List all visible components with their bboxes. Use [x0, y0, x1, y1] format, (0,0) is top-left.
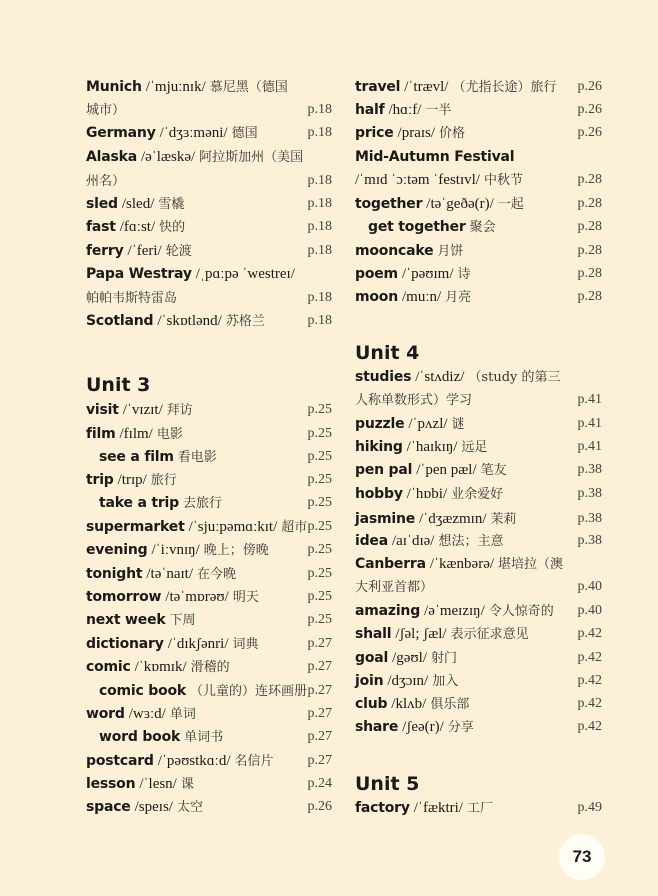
glossary-entry [355, 508, 602, 530]
entry-chinese: 聚会 [469, 220, 496, 235]
entry-phonetic: /fɑːst/ [119, 219, 156, 235]
entry-chinese: 轮渡 [165, 244, 192, 259]
entry-word: studies [355, 369, 412, 385]
entry-chinese: 滑稽的 [190, 660, 230, 675]
glossary-entry [355, 576, 602, 598]
entry-chinese: 太空 [176, 800, 203, 815]
entry-word: tonight [86, 566, 143, 582]
entry-phonetic: /ˈkɒmɪk/ [134, 659, 187, 675]
entry-chinese: 俱乐部 [430, 697, 470, 712]
entry-phonetic: /ˈpəʊɪm/ [401, 266, 454, 282]
entry-phonetic: /ˈhaɪkɪŋ/ [406, 439, 458, 455]
entry-word: share [355, 719, 399, 735]
entry-word: half [355, 102, 385, 118]
glossary-entry [86, 146, 332, 168]
glossary-entry [355, 647, 602, 669]
entry-phonetic: /ˈmjuːnɪk/ [145, 79, 206, 95]
entry-chinese: 一半 [425, 103, 452, 118]
entry-page-ref: p.26 [577, 102, 602, 117]
glossary-entry [355, 797, 602, 819]
entry-word: Mid-Autumn Festival [355, 149, 515, 165]
entry-chinese: 超市 [281, 520, 308, 535]
entry-chinese: 加入 [432, 674, 459, 689]
entry-phonetic: /ˈpen pæl/ [416, 462, 477, 478]
entry-page-ref: p.41 [577, 392, 602, 407]
entry-chinese: 下周 [169, 613, 196, 628]
entry-word: mooncake [355, 243, 434, 259]
glossary-entry [355, 670, 602, 692]
entry-chinese: 词典 [232, 637, 259, 652]
entry-page-ref: p.18 [307, 290, 332, 305]
entry-chinese: 月饼 [437, 244, 464, 259]
entry-chinese: 表示征求意见 [450, 627, 529, 642]
glossary-entry [86, 310, 332, 332]
entry-chinese: 单词 [169, 707, 196, 722]
entry-phonetic: /ˈpʌzl/ [408, 416, 448, 432]
glossary-entry [86, 633, 332, 655]
entry-chinese: 帕帕韦斯特雷岛 [86, 291, 178, 306]
entry-page-ref: p.25 [307, 589, 332, 604]
entry-page-ref: p.25 [307, 519, 332, 534]
glossary-entry [355, 483, 602, 505]
entry-word: word book [99, 729, 181, 745]
entry-page-ref: p.26 [577, 125, 602, 140]
entry-page-ref: p.27 [307, 659, 332, 674]
entry-phonetic: /speɪs/ [134, 799, 173, 815]
entry-phonetic: /muːn/ [402, 289, 442, 305]
entry-chinese: 业余爱好 [451, 487, 504, 502]
entry-word: film [86, 426, 116, 442]
entry-phonetic: /dʒɔɪn/ [387, 673, 429, 689]
glossary-entry [355, 600, 602, 622]
entry-phonetic: /ˈfæktri/ [413, 800, 463, 816]
entry-page-ref: p.28 [577, 289, 602, 304]
entry-chinese: 明天 [232, 590, 259, 605]
entry-word: see a film [99, 449, 174, 465]
entry-chinese: 堪培拉（澳 [498, 557, 564, 572]
entry-chinese: 诗 [457, 267, 471, 282]
entry-page-ref: p.27 [307, 636, 332, 651]
unit-heading: Unit 4 [355, 342, 420, 364]
entry-page-ref: p.42 [577, 626, 602, 641]
entry-phonetic: /ˈvɪzɪt/ [122, 402, 163, 418]
entry-word: supermarket [86, 519, 185, 535]
glossary-entry [355, 169, 602, 191]
entry-page-ref: p.42 [577, 673, 602, 688]
entry-word: Alaska [86, 149, 137, 165]
glossary-entry [86, 773, 332, 795]
entry-word: pen pal [355, 462, 413, 478]
glossary-entry [86, 399, 332, 421]
entry-chinese: 看电影 [177, 450, 217, 465]
entry-phonetic: /sled/ [121, 196, 155, 212]
glossary-entry [355, 146, 602, 168]
entry-phonetic: /ʃeə(r)/ [402, 719, 444, 735]
entry-chinese: （study 的第三 [468, 370, 561, 385]
entry-phonetic: /ˈferi/ [127, 243, 162, 259]
entry-word: comic [86, 659, 131, 675]
entry-chinese: 去旅行 [182, 496, 222, 511]
entry-phonetic: /klʌb/ [391, 696, 427, 712]
entry-phonetic: /praɪs/ [397, 125, 436, 141]
glossary-entry [86, 703, 332, 725]
entry-page-ref: p.26 [307, 799, 332, 814]
entry-phonetic: /hɑːf/ [388, 102, 422, 118]
glossary-entry [86, 539, 332, 561]
entry-word: price [355, 125, 394, 141]
entry-page-ref: p.38 [577, 533, 602, 548]
entry-word: Germany [86, 125, 156, 141]
entry-word: moon [355, 289, 398, 305]
entry-chinese: 月亮 [445, 290, 472, 305]
entry-page-ref: p.41 [577, 439, 602, 454]
entry-word: Scotland [86, 313, 154, 329]
entry-page-ref: p.24 [307, 776, 332, 791]
entry-chinese: 中秋节 [483, 173, 523, 188]
glossary-entry [355, 193, 602, 215]
entry-phonetic: /ˈstʌdiz/ [415, 369, 465, 385]
entry-word: shall [355, 626, 392, 642]
entry-chinese: 快的 [159, 220, 186, 235]
entry-chinese: 州名） [86, 174, 126, 189]
unit-heading: Unit 5 [355, 773, 420, 795]
glossary-entry [355, 216, 602, 238]
entry-word: idea [355, 533, 388, 549]
glossary-entry [86, 516, 332, 538]
entry-chinese: 拜访 [166, 403, 193, 418]
entry-phonetic: /ʃəl; ʃæl/ [395, 626, 447, 642]
entry-page-ref: p.42 [577, 696, 602, 711]
entry-phonetic: /fɪlm/ [119, 426, 153, 442]
entry-word: hiking [355, 439, 403, 455]
entry-phonetic: /ˈkænbərə/ [429, 556, 495, 572]
entry-phonetic: /ˈpəʊstkɑːd/ [157, 753, 231, 769]
entry-phonetic: /gəʊl/ [392, 650, 427, 666]
entry-phonetic: /ˈskɒtlənd/ [157, 313, 222, 329]
entry-phonetic: /wɜːd/ [128, 706, 166, 722]
entry-page-ref: p.27 [307, 729, 332, 744]
entry-phonetic: /ˈtrævl/ [404, 79, 449, 95]
entry-word: ferry [86, 243, 124, 259]
entry-chinese: 晚上；傍晚 [203, 543, 269, 558]
glossary-entry [86, 446, 332, 468]
unit-heading: Unit 3 [86, 374, 151, 396]
glossary-entry [86, 796, 332, 818]
entry-page-ref: p.42 [577, 650, 602, 665]
entry-page-ref: p.18 [307, 102, 332, 117]
entry-word: comic book [99, 683, 187, 699]
entry-phonetic: /ˈdɪkʃənri/ [167, 636, 229, 652]
glossary-entry [86, 99, 332, 121]
entry-chinese: 射门 [431, 651, 458, 666]
glossary-entry [86, 170, 332, 192]
entry-page-ref: p.18 [307, 243, 332, 258]
entry-page-ref: p.25 [307, 402, 332, 417]
entry-chinese: 价格 [439, 126, 466, 141]
entry-page-ref: p.28 [577, 243, 602, 258]
entry-word: puzzle [355, 416, 405, 432]
entry-word: postcard [86, 753, 154, 769]
entry-phonetic: /ˈdʒæzmɪn/ [419, 511, 487, 527]
glossary-entry [86, 726, 332, 748]
entry-chinese: 分享 [447, 720, 474, 735]
glossary-entry [86, 263, 332, 285]
glossary-entry [355, 122, 602, 144]
glossary-entry [355, 389, 602, 411]
glossary-entry [86, 122, 332, 144]
entry-word: word [86, 706, 125, 722]
entry-chinese: 慕尼黑（德国 [209, 80, 288, 95]
entry-word: jasmine [355, 511, 416, 527]
entry-page-ref: p.25 [307, 566, 332, 581]
entry-page-ref: p.25 [307, 472, 332, 487]
entry-word: poem [355, 266, 398, 282]
glossary-entry [86, 492, 332, 514]
entry-page-ref: p.18 [307, 125, 332, 140]
entry-page-ref: p.25 [307, 449, 332, 464]
entry-chinese: 人称单数形式）学习 [355, 393, 473, 408]
entry-page-ref: p.38 [577, 511, 602, 526]
entry-chinese: 名信片 [234, 754, 274, 769]
entry-chinese: 城市） [86, 103, 126, 118]
entry-page-ref: p.49 [577, 800, 602, 815]
glossary-entry [355, 99, 602, 121]
entry-phonetic: /ˈhɒbi/ [406, 486, 448, 502]
entry-word: together [355, 196, 423, 212]
entry-chinese: 单词书 [184, 730, 224, 745]
entry-page-ref: p.27 [307, 706, 332, 721]
glossary-entry [355, 716, 602, 738]
entry-page-ref: p.38 [577, 462, 602, 477]
entry-chinese: 旅行 [150, 473, 177, 488]
entry-chinese: 工厂 [466, 801, 493, 816]
entry-chinese: （尤指长途）旅行 [452, 80, 557, 95]
entry-word: tomorrow [86, 589, 162, 605]
page-number: 73 [559, 834, 605, 880]
entry-word: evening [86, 542, 148, 558]
entry-phonetic: /əˈlæskə/ [140, 149, 196, 165]
entry-phonetic: /ˈdʒɜːməni/ [159, 125, 228, 141]
entry-chinese: 想法；主意 [438, 534, 504, 549]
glossary-entry [86, 586, 332, 608]
entry-page-ref: p.18 [307, 173, 332, 188]
entry-word: club [355, 696, 388, 712]
entry-word: amazing [355, 603, 421, 619]
entry-word: fast [86, 219, 116, 235]
entry-word: goal [355, 650, 389, 666]
entry-page-ref: p.40 [577, 603, 602, 618]
glossary-entry [355, 413, 602, 435]
entry-page-ref: p.25 [307, 612, 332, 627]
entry-chinese: 大利亚首都） [355, 580, 434, 595]
entry-word: take a trip [99, 495, 179, 511]
entry-word: dictionary [86, 636, 164, 652]
entry-word: space [86, 799, 131, 815]
glossary-entry [355, 240, 602, 262]
entry-chinese: 令人惊奇的 [488, 604, 554, 619]
entry-page-ref: p.28 [577, 196, 602, 211]
entry-page-ref: p.25 [307, 495, 332, 510]
glossary-entry [355, 623, 602, 645]
glossary-entry [86, 216, 332, 238]
entry-page-ref: p.27 [307, 683, 332, 698]
glossary-entry [86, 750, 332, 772]
entry-word: trip [86, 472, 114, 488]
entry-chinese: 雪橇 [158, 197, 185, 212]
glossary-entry [86, 680, 332, 702]
entry-phonetic: /təˈgeðə(r)/ [426, 196, 494, 212]
entry-word: visit [86, 402, 119, 418]
entry-word: travel [355, 79, 401, 95]
glossary-entry [355, 459, 602, 481]
entry-page-ref: p.28 [577, 219, 602, 234]
entry-chinese: 苏格兰 [225, 314, 265, 329]
entry-page-ref: p.27 [307, 753, 332, 768]
entry-chinese: 谜 [451, 417, 465, 432]
entry-word: join [355, 673, 384, 689]
entry-page-ref: p.28 [577, 172, 602, 187]
entry-chinese: 德国 [231, 126, 258, 141]
entry-phonetic: /əˈmeɪzɪŋ/ [424, 603, 485, 619]
glossary-entry [355, 436, 602, 458]
entry-chinese: 在今晚 [197, 567, 237, 582]
entry-phonetic: /ˌpɑːpə ˈwestreɪ/ [195, 266, 295, 282]
entry-chinese: 笔友 [480, 463, 507, 478]
entry-page-ref: p.25 [307, 426, 332, 441]
entry-chinese: 阿拉斯加州（美国 [199, 150, 304, 165]
glossary-entry [355, 530, 602, 552]
entry-chinese: 远足 [461, 440, 488, 455]
entry-phonetic: /trɪp/ [117, 472, 147, 488]
entry-chinese: （儿童的）连环画册 [190, 684, 308, 699]
glossary-entry [86, 656, 332, 678]
entry-page-ref: p.41 [577, 416, 602, 431]
glossary-entry [86, 469, 332, 491]
entry-page-ref: p.18 [307, 313, 332, 328]
entry-word: Canberra [355, 556, 426, 572]
glossary-entry [355, 553, 602, 575]
entry-phonetic: /ˈmɪd ˈɔːtəm ˈfestɪvl/ [355, 172, 480, 188]
glossary-entry [86, 563, 332, 585]
entry-page-ref: p.18 [307, 219, 332, 234]
glossary-entry [86, 423, 332, 445]
glossary-entry [86, 193, 332, 215]
entry-word: Munich [86, 79, 142, 95]
glossary-entry [86, 76, 332, 98]
entry-phonetic: /ˈsjuːpəmɑːkɪt/ [188, 519, 278, 535]
entry-page-ref: p.40 [577, 579, 602, 594]
entry-chinese: 一起 [497, 197, 524, 212]
entry-page-ref: p.18 [307, 196, 332, 211]
entry-page-ref: p.25 [307, 542, 332, 557]
entry-phonetic: /ˈlesn/ [139, 776, 177, 792]
glossary-entry [355, 693, 602, 715]
entry-word: next week [86, 612, 166, 628]
entry-page-ref: p.42 [577, 719, 602, 734]
glossary-entry [355, 286, 602, 308]
entry-chinese: 课 [180, 777, 194, 792]
entry-chinese: 茉莉 [490, 512, 517, 527]
glossary-entry [86, 287, 332, 309]
entry-word: Papa Westray [86, 266, 192, 282]
glossary-entry [355, 263, 602, 285]
entry-phonetic: /aɪˈdɪə/ [391, 533, 435, 549]
glossary-entry [86, 609, 332, 631]
entry-word: hobby [355, 486, 403, 502]
entry-word: lesson [86, 776, 136, 792]
glossary-entry [86, 240, 332, 262]
entry-phonetic: /təˈmɒrəʊ/ [165, 589, 229, 605]
entry-word: factory [355, 800, 410, 816]
entry-chinese: 电影 [156, 427, 183, 442]
entry-page-ref: p.28 [577, 266, 602, 281]
entry-page-ref: p.38 [577, 486, 602, 501]
entry-phonetic: /təˈnaɪt/ [146, 566, 194, 582]
entry-word: get together [368, 219, 466, 235]
entry-word: sled [86, 196, 118, 212]
glossary-entry [355, 76, 602, 98]
glossary-entry [355, 366, 602, 388]
entry-page-ref: p.26 [577, 79, 602, 94]
entry-phonetic: /ˈiːvnɪŋ/ [151, 542, 200, 558]
